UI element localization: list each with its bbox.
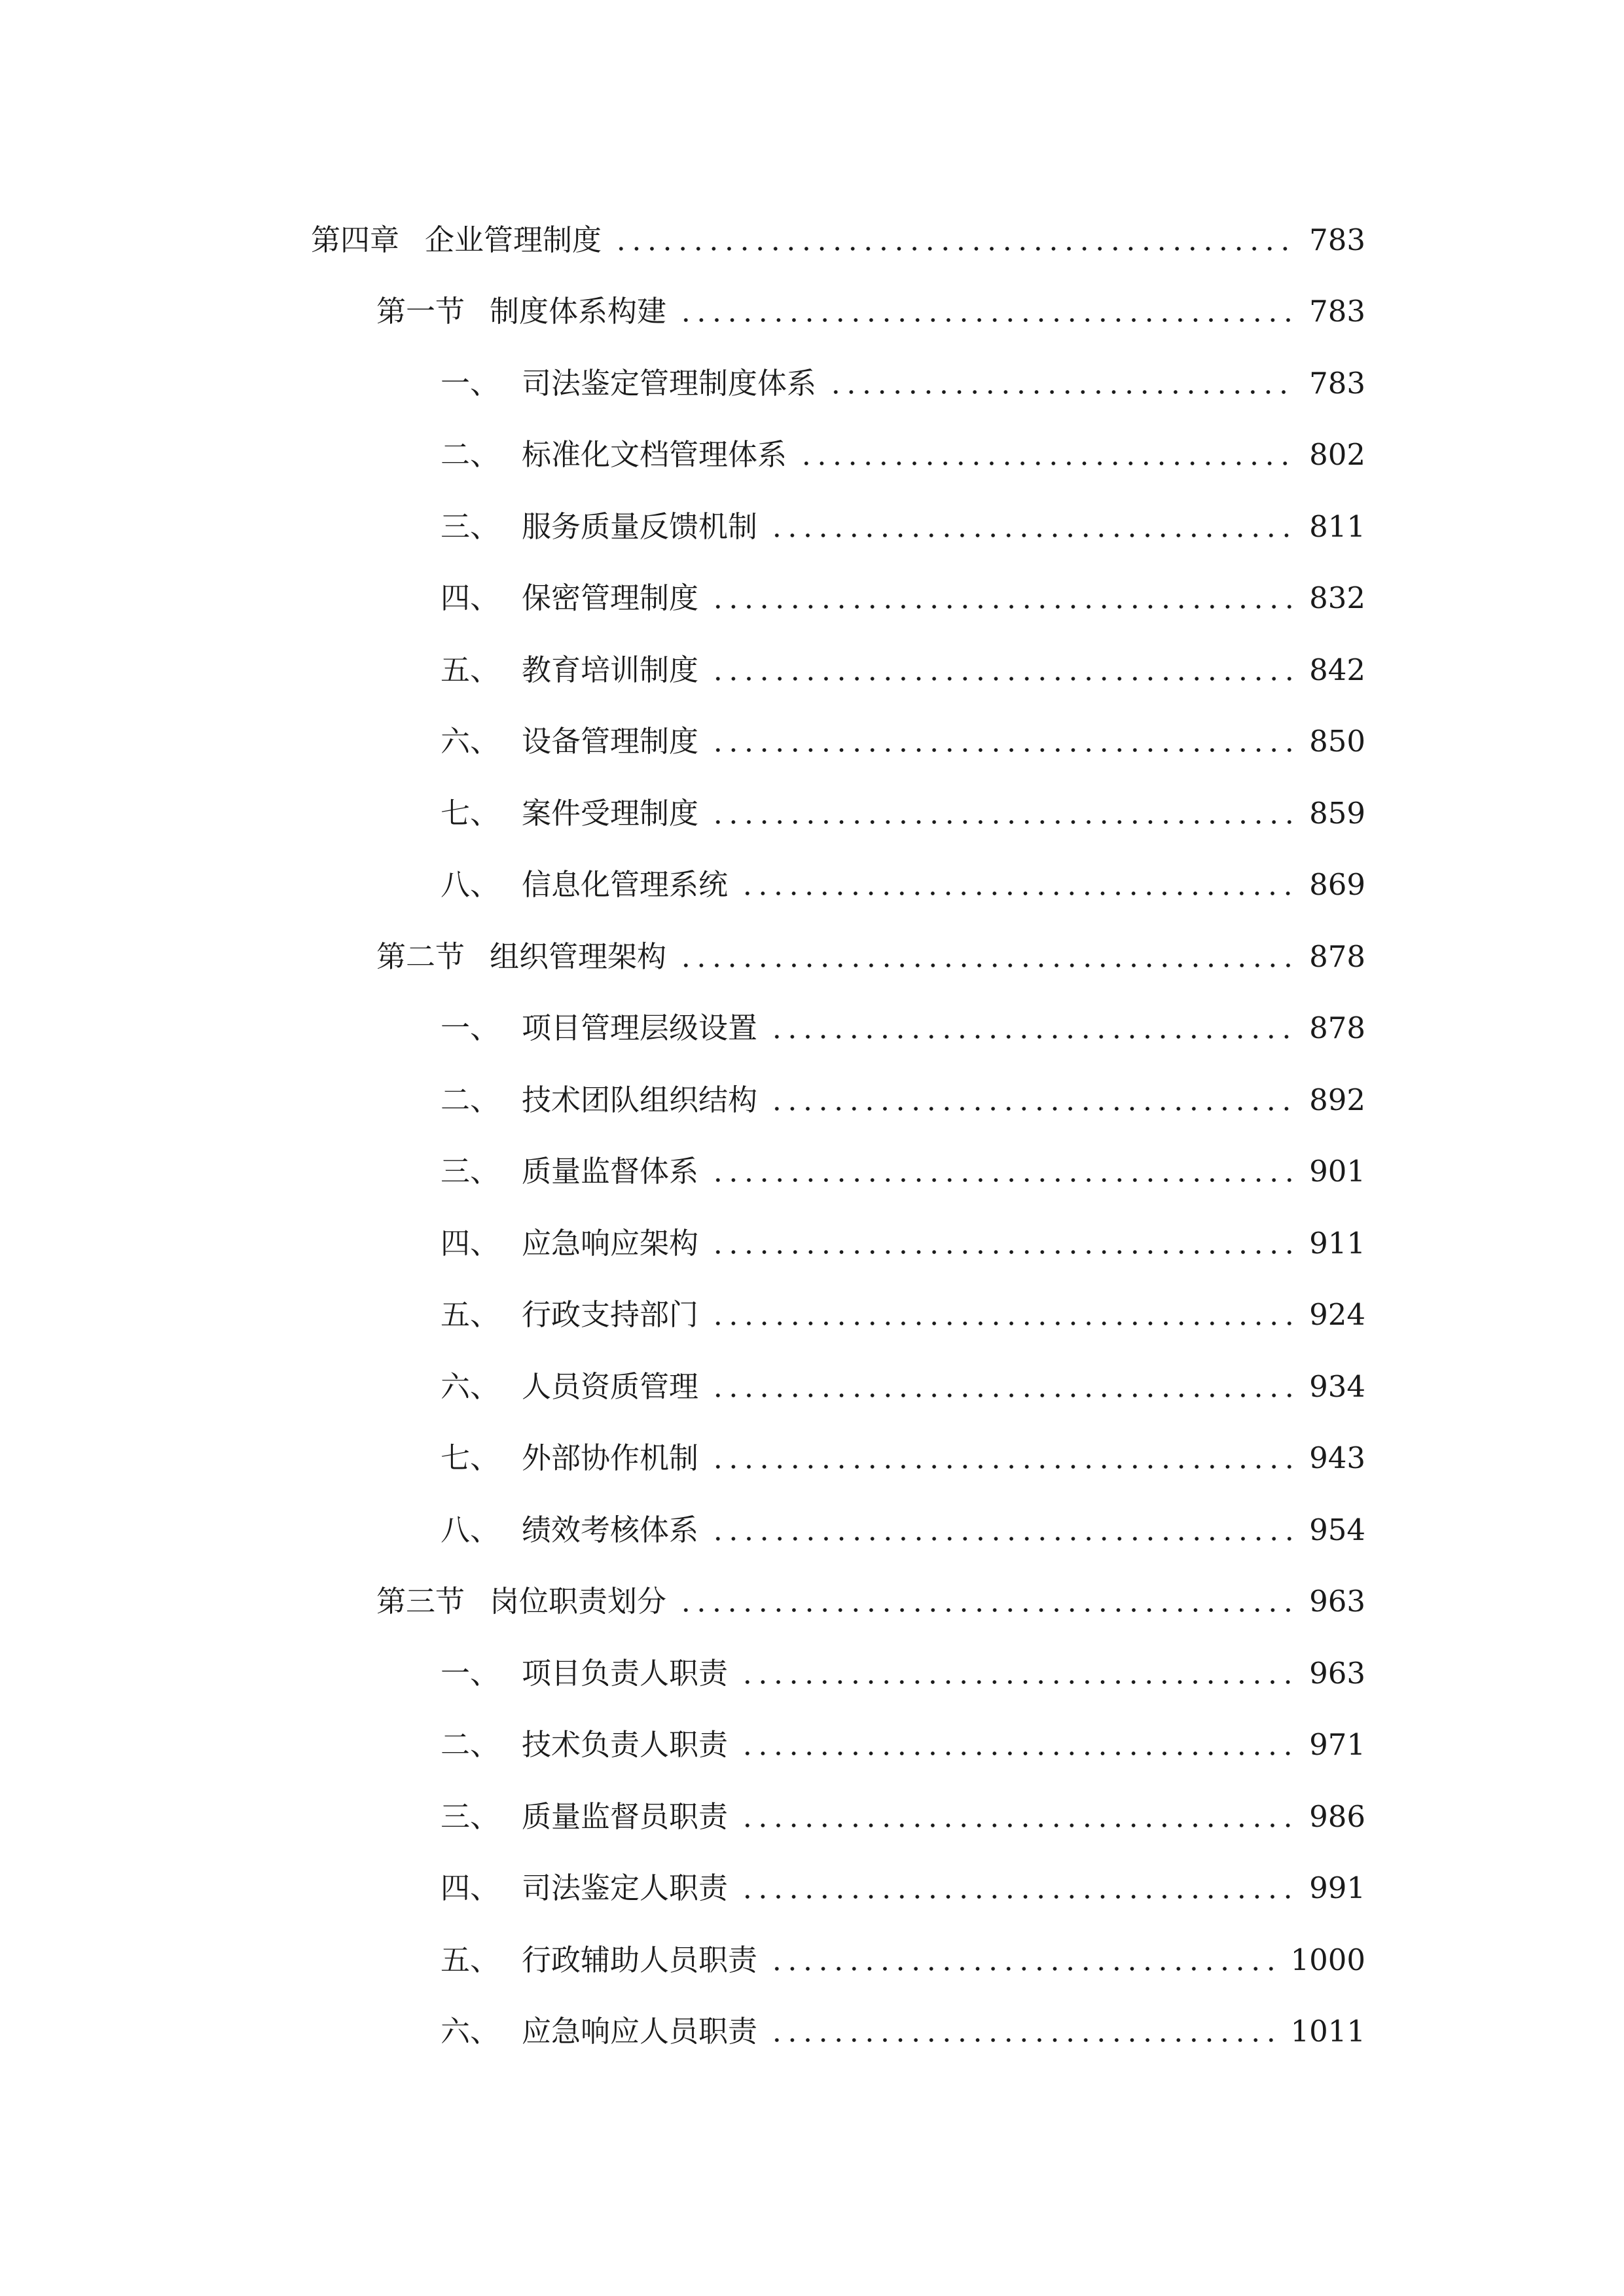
- toc-entry[interactable]: [0, 276, 1624, 348]
- toc-entry-number: 六、: [441, 724, 500, 759]
- toc-dot-leader: [769, 1941, 1274, 1980]
- toc-entry-number: 一、: [441, 365, 500, 401]
- toc-entry-page-number: 878: [1309, 1011, 1365, 1046]
- toc-entry-page-number: 878: [1309, 939, 1365, 974]
- toc-entry-title: 司法鉴定人职责: [522, 1871, 729, 1906]
- toc-entry-page-number: 991: [1309, 1871, 1365, 1906]
- toc-entry-number: 三、: [441, 1154, 500, 1189]
- toc-entry[interactable]: [0, 1280, 1624, 1352]
- toc-dot-leader: [710, 1152, 1293, 1191]
- toc-entry[interactable]: [0, 778, 1624, 850]
- toc-entry[interactable]: [0, 1781, 1624, 1853]
- toc-entry-page-number: 811: [1309, 509, 1365, 544]
- toc-entry[interactable]: [0, 1638, 1624, 1710]
- toc-entry-title: 技术团队组织结构: [522, 1082, 758, 1117]
- toc-entry-title: 技术负责人职责: [522, 1727, 729, 1763]
- toc-entry-page-number: 850: [1309, 724, 1365, 759]
- toc-entry-title: 教育培训制度: [522, 652, 699, 687]
- toc-entry-page-number: 971: [1309, 1727, 1365, 1763]
- toc-entry[interactable]: [0, 706, 1624, 778]
- toc-entry-title: 应急响应人员职责: [522, 2014, 758, 2049]
- toc-entry-number: 六、: [441, 1369, 500, 1404]
- toc-entry-number: 六、: [441, 2014, 500, 2049]
- toc-entry-page-number: 943: [1309, 1441, 1365, 1476]
- toc-entry-number: 第四章: [311, 222, 400, 257]
- toc-dot-leader: [613, 221, 1293, 260]
- toc-entry-page-number: 986: [1309, 1799, 1365, 1834]
- toc-entry-page-number: 783: [1309, 365, 1365, 401]
- toc-entry-number: 八、: [441, 867, 500, 903]
- toc-entry-number: 四、: [441, 581, 500, 616]
- toc-entry-title: 岗位职责划分: [490, 1584, 667, 1619]
- toc-entry-title: 企业管理制度: [425, 222, 602, 257]
- toc-entry-page-number: 832: [1309, 581, 1365, 616]
- toc-dot-leader: [710, 1295, 1293, 1335]
- toc-entry-number: 五、: [441, 1942, 500, 1977]
- toc-entry-title: 质量监督员职责: [522, 1799, 729, 1834]
- toc-entry-number: 七、: [441, 795, 500, 831]
- toc-entry[interactable]: [0, 1853, 1624, 1925]
- toc-entry-page-number: 869: [1309, 867, 1365, 903]
- toc-entry-page-number: 1000: [1290, 1942, 1365, 1977]
- toc-entry-title: 案件受理制度: [522, 795, 699, 831]
- toc-entry[interactable]: [0, 491, 1624, 563]
- toc-dot-leader: [769, 2012, 1274, 2051]
- toc-entry-number: 三、: [441, 509, 500, 544]
- toc-entry-number: 五、: [441, 1297, 500, 1333]
- toc-dot-leader: [710, 1511, 1293, 1550]
- toc-entry[interactable]: [0, 1208, 1624, 1280]
- toc-dot-leader: [740, 1725, 1293, 1765]
- toc-entry-title: 服务质量反馈机制: [522, 509, 758, 544]
- table-of-contents: [0, 204, 1624, 2068]
- toc-entry-page-number: 934: [1309, 1369, 1365, 1404]
- toc-entry-number: 二、: [441, 1727, 500, 1763]
- toc-entry-title: 项目负责人职责: [522, 1655, 729, 1691]
- toc-entry[interactable]: [0, 1351, 1624, 1423]
- toc-entry-title: 标准化文档管理体系: [522, 437, 787, 473]
- toc-entry-page-number: 783: [1309, 294, 1365, 329]
- toc-dot-leader: [710, 1439, 1293, 1478]
- toc-entry-number: 八、: [441, 1512, 500, 1547]
- toc-entry[interactable]: [0, 348, 1624, 420]
- toc-entry[interactable]: [0, 1064, 1624, 1136]
- toc-dot-leader: [740, 1869, 1293, 1908]
- toc-entry-number: 三、: [441, 1799, 500, 1834]
- toc-dot-leader: [710, 579, 1293, 618]
- toc-entry[interactable]: [0, 1136, 1624, 1208]
- toc-entry-page-number: 963: [1309, 1584, 1365, 1619]
- toc-entry-number: 七、: [441, 1441, 500, 1476]
- toc-dot-leader: [710, 1367, 1293, 1407]
- toc-dot-leader: [710, 722, 1293, 761]
- toc-entry-title: 制度体系构建: [490, 294, 667, 329]
- toc-dot-leader: [678, 937, 1293, 977]
- toc-entry-number: 二、: [441, 1082, 500, 1117]
- toc-dot-leader: [740, 1797, 1293, 1837]
- toc-entry-number: 第二节: [376, 939, 465, 974]
- toc-entry[interactable]: [0, 420, 1624, 492]
- toc-entry-title: 行政支持部门: [522, 1297, 699, 1333]
- toc-dot-leader: [769, 507, 1293, 547]
- toc-entry[interactable]: [0, 1566, 1624, 1638]
- toc-entry-title: 绩效考核体系: [522, 1512, 699, 1547]
- toc-entry-title: 行政辅助人员职责: [522, 1942, 758, 1977]
- toc-dot-leader: [710, 651, 1293, 690]
- toc-entry-page-number: 911: [1309, 1225, 1365, 1261]
- toc-entry-number: 第一节: [376, 294, 465, 329]
- toc-dot-leader: [740, 865, 1293, 905]
- toc-entry-number: 一、: [441, 1655, 500, 1691]
- toc-dot-leader: [710, 794, 1293, 833]
- toc-dot-leader: [740, 1654, 1293, 1693]
- toc-entry[interactable]: [0, 563, 1624, 635]
- toc-entry-page-number: 1011: [1290, 2014, 1365, 2049]
- toc-entry-page-number: 892: [1309, 1082, 1365, 1117]
- toc-entry-number: 四、: [441, 1225, 500, 1261]
- toc-dot-leader: [769, 1081, 1293, 1120]
- toc-entry-page-number: 802: [1309, 437, 1365, 473]
- toc-entry-number: 四、: [441, 1871, 500, 1906]
- toc-entry[interactable]: [0, 204, 1624, 276]
- toc-entry[interactable]: [0, 634, 1624, 706]
- toc-entry-number: 二、: [441, 437, 500, 473]
- toc-entry-title: 信息化管理系统: [522, 867, 729, 903]
- toc-entry-number: 五、: [441, 652, 500, 687]
- toc-entry[interactable]: [0, 1924, 1624, 1996]
- toc-entry[interactable]: [0, 850, 1624, 922]
- toc-entry-page-number: 783: [1309, 222, 1365, 257]
- toc-dot-leader: [828, 364, 1293, 403]
- toc-entry-number: 一、: [441, 1011, 500, 1046]
- toc-entry-title: 司法鉴定管理制度体系: [522, 365, 817, 401]
- toc-entry-title: 人员资质管理: [522, 1369, 699, 1404]
- toc-entry-title: 组织管理架构: [490, 939, 667, 974]
- toc-entry-page-number: 859: [1309, 795, 1365, 831]
- toc-entry-page-number: 954: [1309, 1512, 1365, 1547]
- toc-entry[interactable]: [0, 1423, 1624, 1495]
- toc-entry-title: 设备管理制度: [522, 724, 699, 759]
- toc-dot-leader: [678, 1582, 1293, 1621]
- toc-entry-page-number: 901: [1309, 1154, 1365, 1189]
- toc-entry-title: 质量监督体系: [522, 1154, 699, 1189]
- toc-entry-number: 第三节: [376, 1584, 465, 1619]
- toc-entry-page-number: 924: [1309, 1297, 1365, 1333]
- toc-dot-leader: [710, 1224, 1293, 1263]
- toc-entry-page-number: 842: [1309, 652, 1365, 687]
- toc-entry[interactable]: [0, 993, 1624, 1065]
- toc-dot-leader: [799, 435, 1293, 475]
- toc-entry[interactable]: [0, 921, 1624, 993]
- toc-entry[interactable]: [0, 1996, 1624, 2068]
- toc-entry-page-number: 963: [1309, 1655, 1365, 1691]
- toc-entry[interactable]: [0, 1710, 1624, 1782]
- toc-entry-title: 保密管理制度: [522, 581, 699, 616]
- toc-entry-title: 外部协作机制: [522, 1441, 699, 1476]
- toc-entry-title: 项目管理层级设置: [522, 1011, 758, 1046]
- toc-dot-leader: [769, 1009, 1293, 1048]
- toc-dot-leader: [678, 292, 1293, 331]
- toc-entry-title: 应急响应架构: [522, 1225, 699, 1261]
- toc-entry[interactable]: [0, 1494, 1624, 1566]
